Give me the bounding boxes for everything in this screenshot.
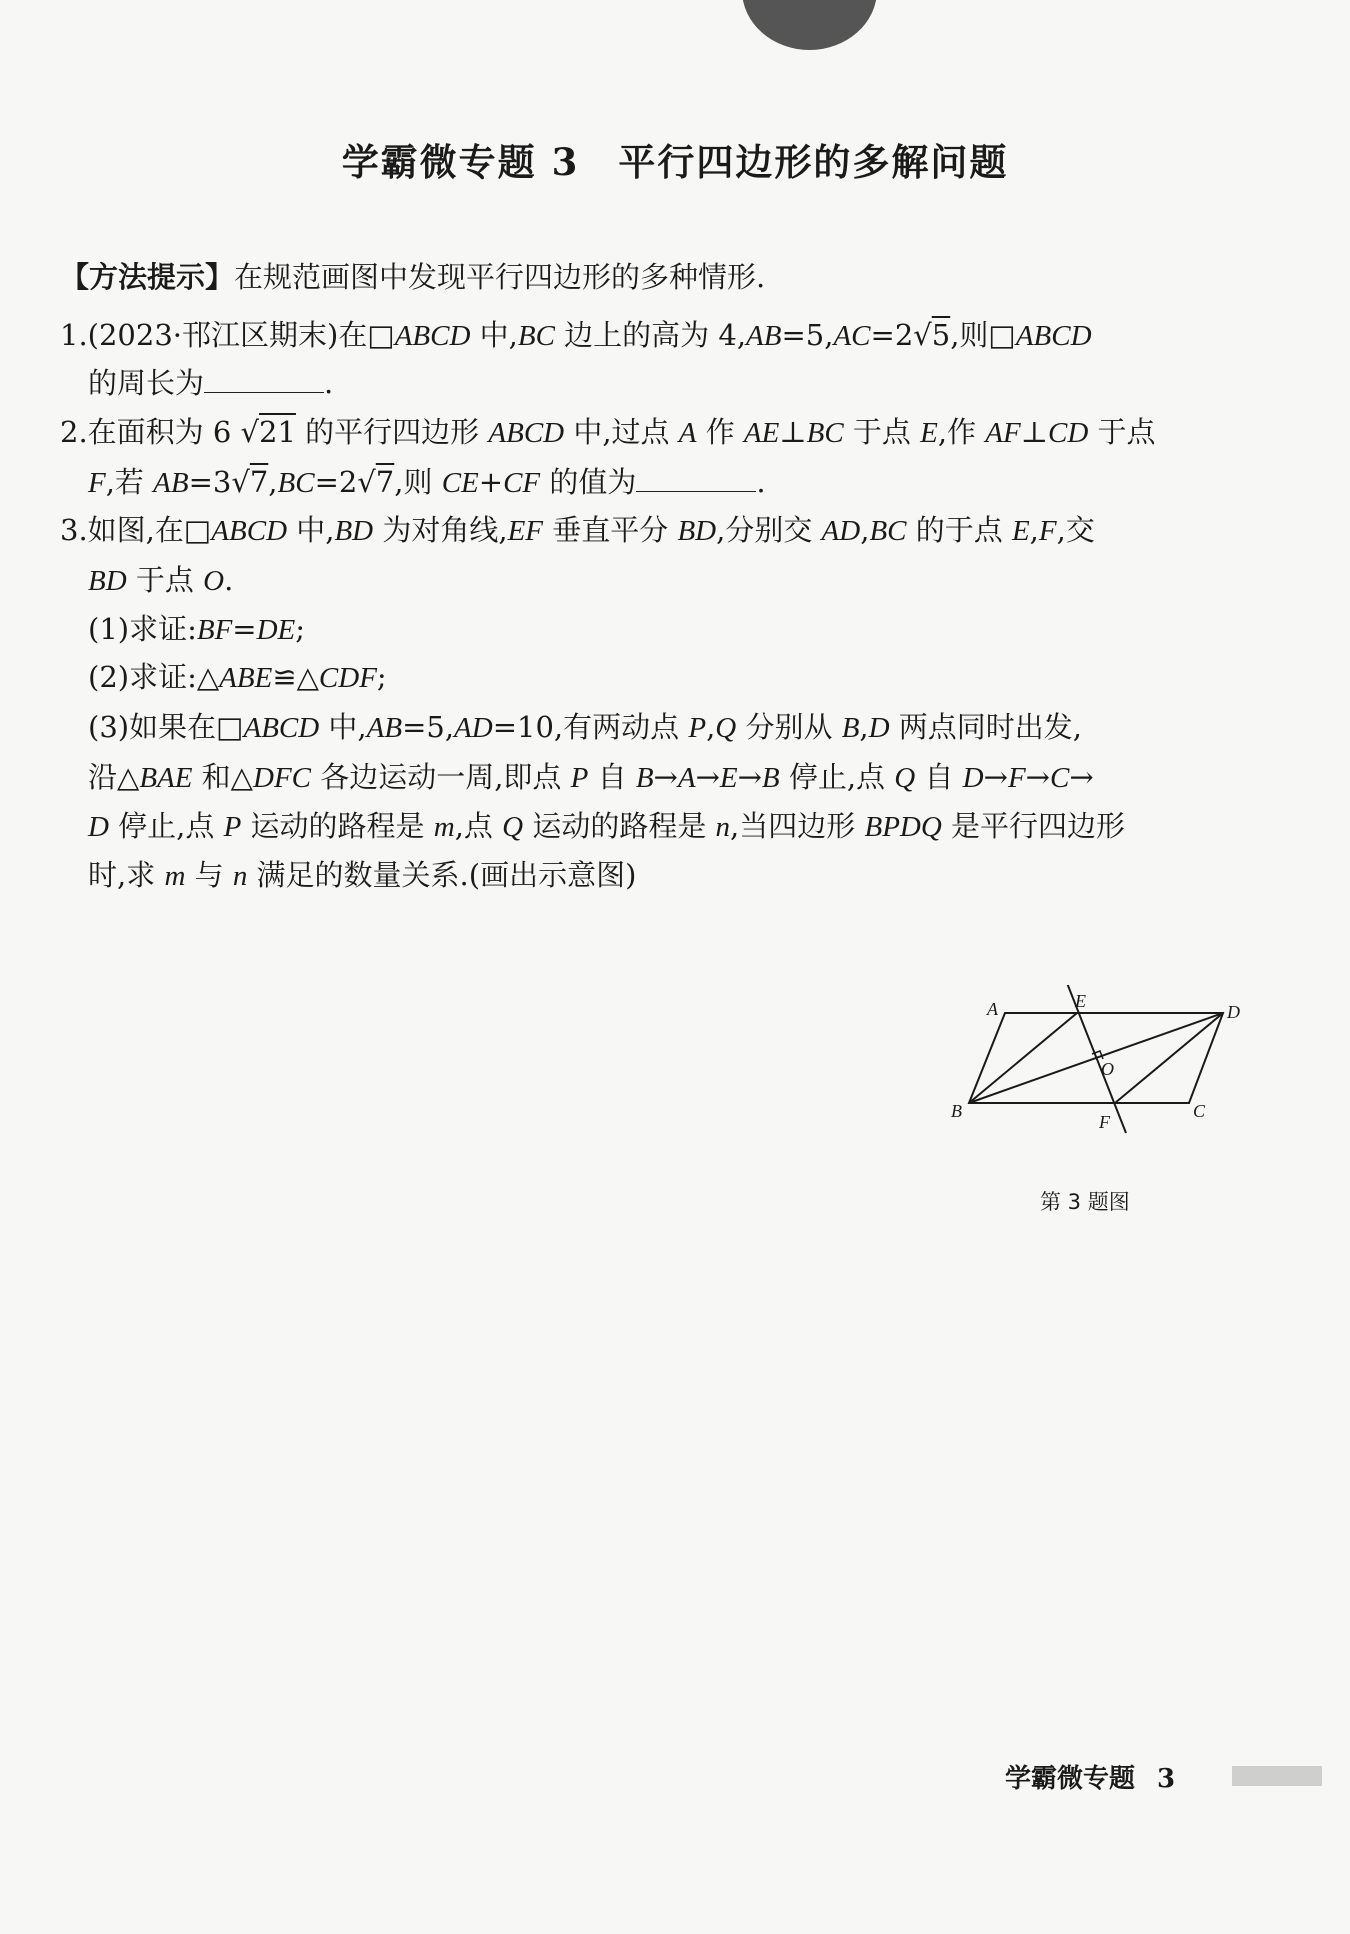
label-b: B (951, 1101, 962, 1121)
problem-2-line-2: F,若 AB=3√7,BC=2√7,则 CE+CF 的值为 . (88, 465, 766, 499)
problem-3-sub-1: (1)求证:BF=DE; (88, 612, 306, 646)
label-o: O (1101, 1059, 1114, 1079)
hint-text: 在规范画图中发现平行四边形的多种情形. (234, 260, 766, 294)
label-d: D (1227, 1002, 1240, 1022)
label-c: C (1193, 1101, 1206, 1121)
problem-3-sub-3-line-3: D 停止,点 P 运动的路程是 m,点 Q 运动的路程是 n,当四边形 BPDQ 是平行四边形 (88, 809, 1126, 843)
problem-2-line-1: 2.在面积为 6 √21 的平行四边形 ABCD 中,过点 A 作 AE⊥BC 于点 E,作 AF⊥CD 于点 (60, 415, 1156, 449)
segment-be (969, 1013, 1077, 1103)
problem-3-line-2: BD 于点 O. (88, 563, 234, 597)
hint-label: 【方法提示】 (60, 260, 235, 294)
label-e: E (1075, 991, 1086, 1011)
footer (1005, 1758, 1175, 1795)
label-f: F (1099, 1112, 1110, 1132)
footer-label: 学霸微专题 (1005, 1764, 1136, 1794)
problem-3-sub-3-line-4: 时,求 m 与 n 满足的数量关系.(画出示意图) (88, 858, 637, 892)
page-title: 学霸微专题 3 平行四边形的多解问题 (341, 140, 1009, 184)
problem-3-sub-2: (2)求证:△ABE≌△CDF; (88, 660, 387, 694)
method-hint (60, 255, 765, 296)
figure-caption: 第 3 题图 (1040, 1190, 1130, 1214)
problem-3-sub-3-line-1: (3)如果在□ABCD 中,AB=5,AD=10,有两动点 P,Q 分别从 B,D 两点同时出发, (88, 710, 1083, 744)
footer-bar-decoration (1232, 1766, 1322, 1786)
answer-blank-1[interactable] (204, 368, 324, 393)
problem-3-sub-3-line-2: 沿△BAE 和△DFC 各边运动一周,即点 P 自 B→A→E→B 停止,点 Q 自 D→F→C→ (88, 760, 1094, 794)
page-number: 3 (1157, 1764, 1176, 1794)
problem-1-line-2: 的周长为 . (88, 366, 334, 400)
top-tab-decoration (742, 0, 877, 50)
problem-1-line-1: 1.(2023·邗江区期末)在□ABCD 中,BC 边上的高为 4,AB=5,AC=2√5,则□ABCD (60, 318, 1092, 352)
parallelogram-figure (935, 985, 1255, 1170)
answer-blank-2[interactable] (636, 467, 756, 492)
problem-3-line-1: 3.如图,在□ABCD 中,BD 为对角线,EF 垂直平分 BD,分别交 AD,BC 的于点 E,F,交 (60, 513, 1095, 547)
label-a: A (987, 999, 998, 1019)
